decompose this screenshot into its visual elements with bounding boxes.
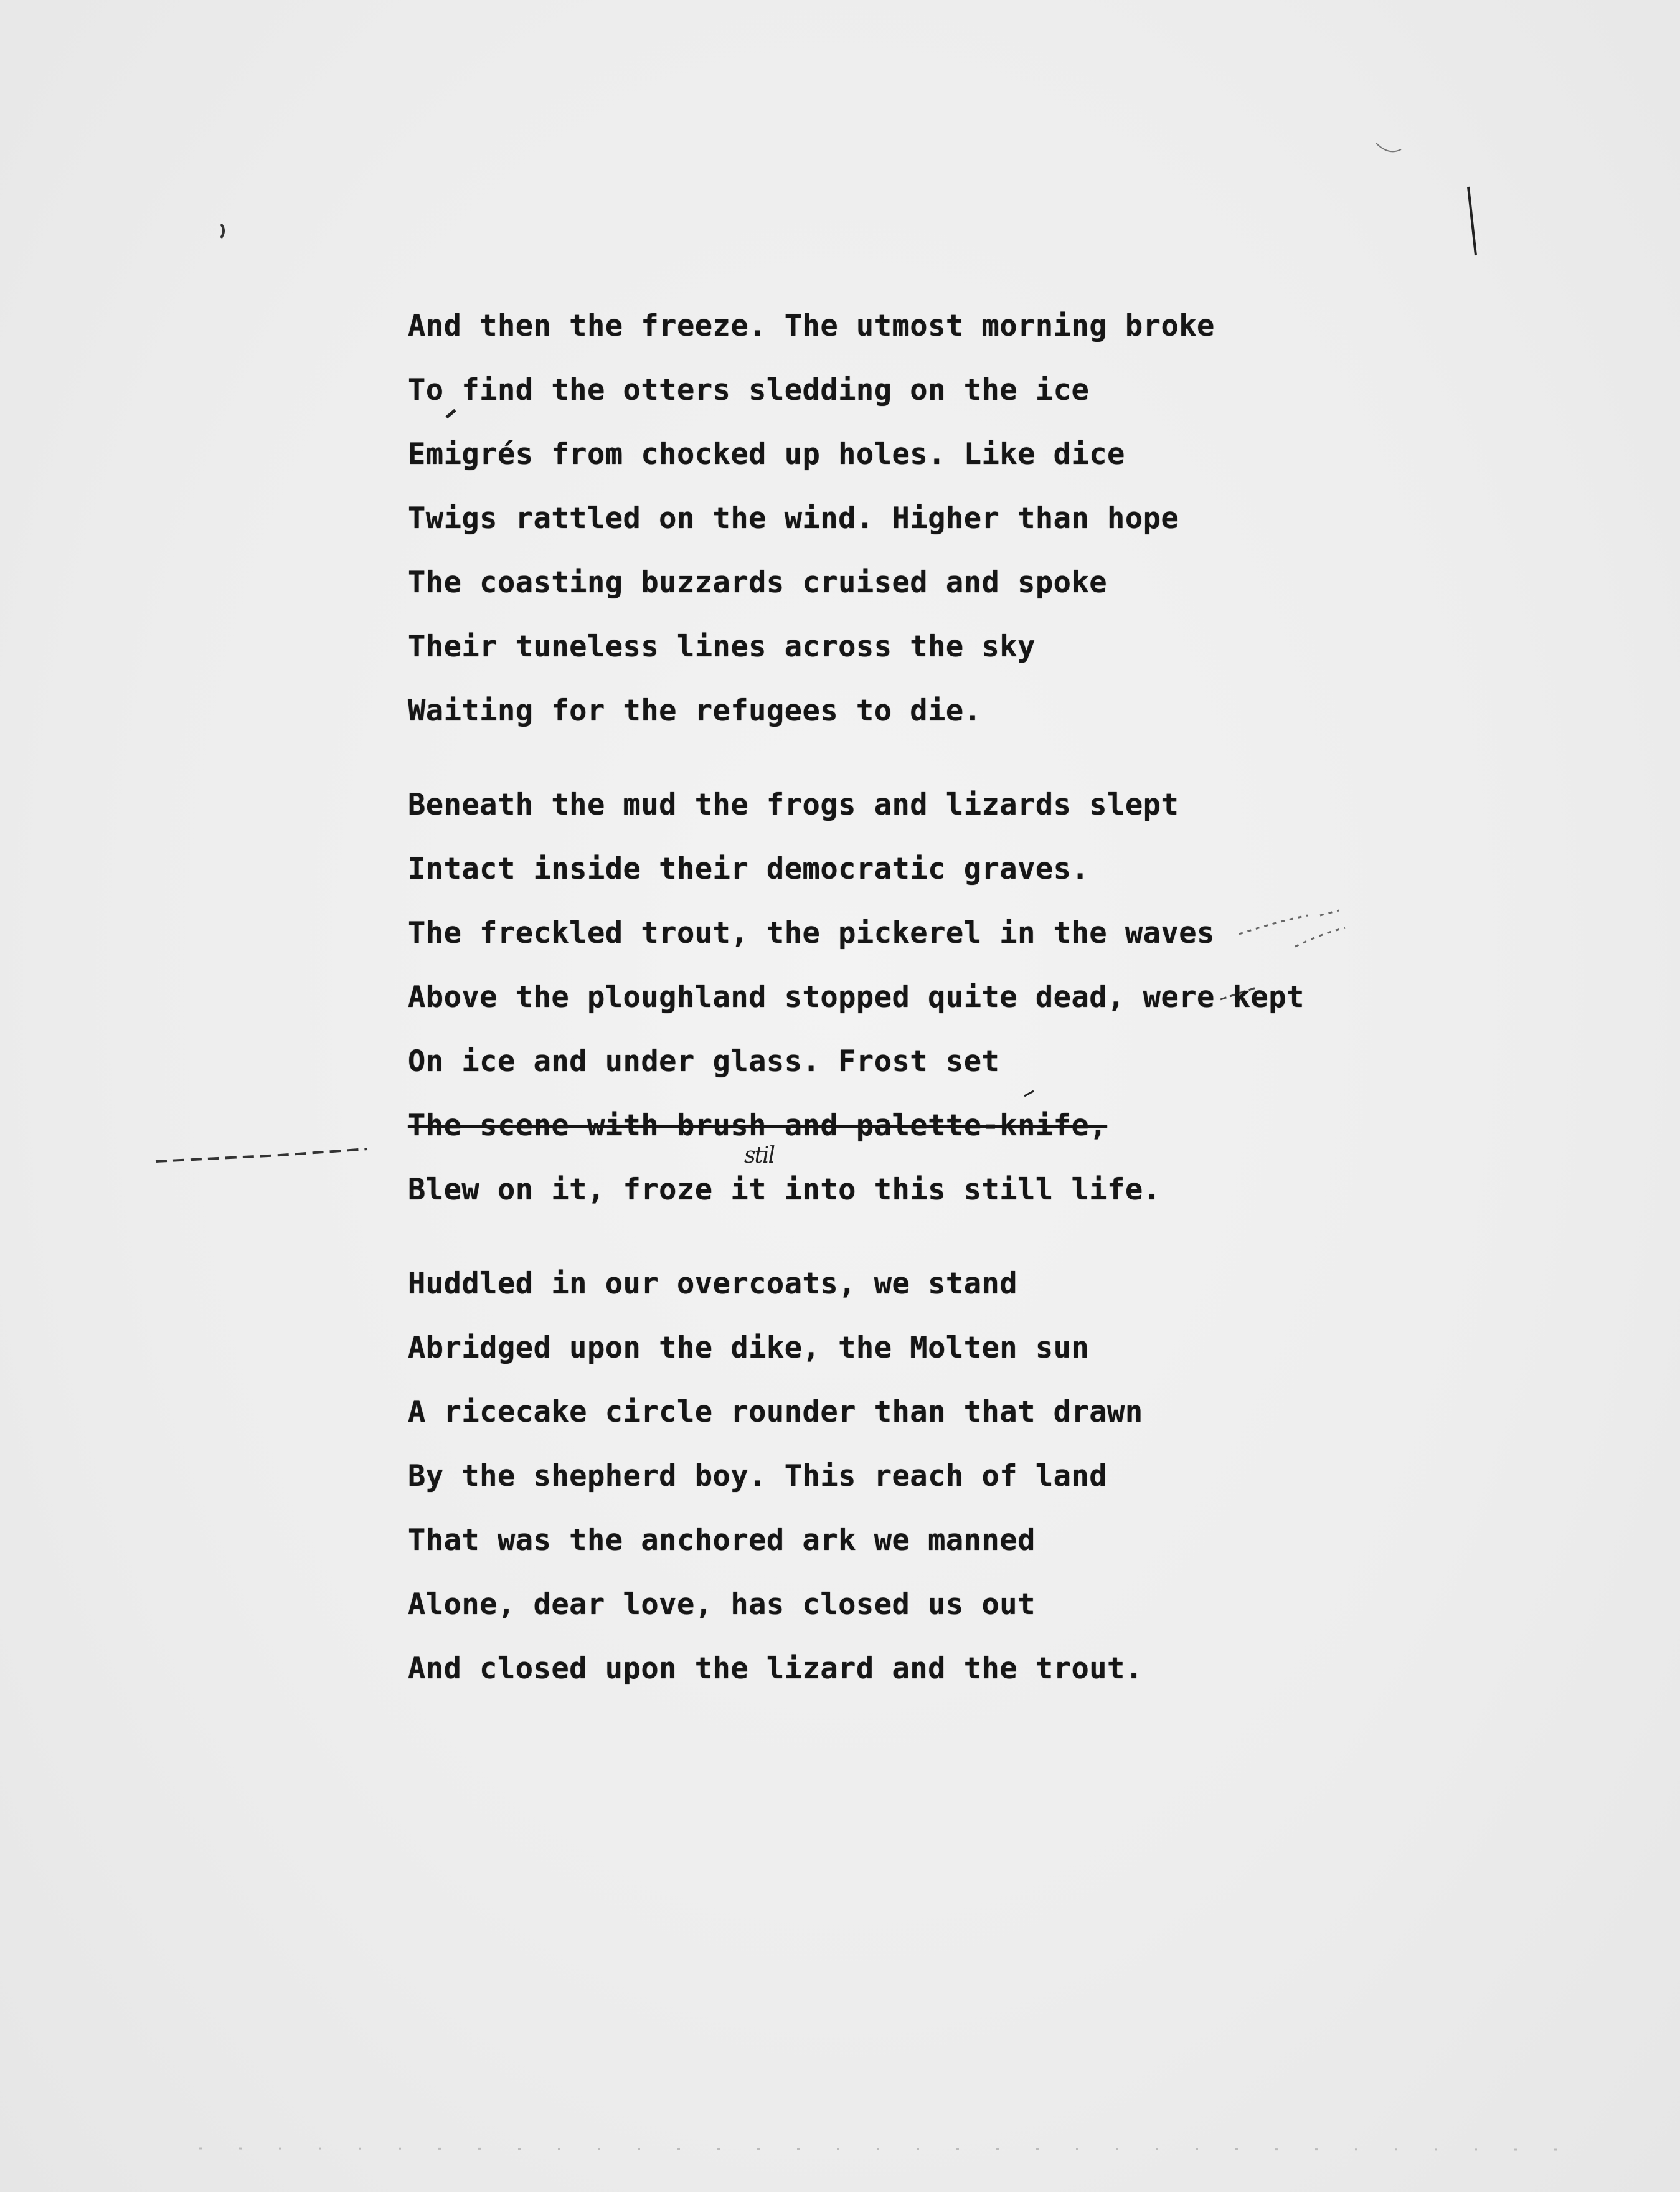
stanza-1 — [408, 294, 1466, 743]
poem-line: Huddled in our overcoats, we stand — [408, 1267, 1018, 1301]
poem-line: Their tuneless lines across the sky — [408, 630, 1036, 664]
stanza-3 — [408, 1252, 1466, 1701]
stanza-2 — [408, 773, 1466, 1222]
poem-line: Emigrés from chocked up holes. Like dice — [408, 437, 1125, 471]
poem-line: That was the anchored ark we manned — [408, 1523, 1036, 1557]
poem-line: Beneath the mud the frogs and lizards slept — [408, 788, 1179, 822]
poem-line: On ice and under glass. Frost set — [408, 1044, 1000, 1079]
poem-line: Twigs rattled on the wind. Higher than hope — [408, 501, 1179, 536]
poem-line: And then the freeze. The utmost morning broke — [408, 309, 1215, 343]
poem-line: A ricecake circle rounder than that drawn — [408, 1395, 1143, 1429]
poem-body — [408, 294, 1466, 1731]
poem-line: And closed upon the lizard and the trout. — [408, 1651, 1143, 1686]
poem-line: Intact inside their democratic graves. — [408, 852, 1090, 886]
poem-line: Above the ploughland stopped quite dead, were kept — [408, 980, 1305, 1014]
handwritten-insertion: stil — [744, 1143, 774, 1168]
poem-line: By the shepherd boy. This reach of land — [408, 1459, 1108, 1493]
poem-line: Blew on it, froze it into this still life. — [408, 1173, 1161, 1207]
poem-line-struck-through: The scene with brush and palette-knife, — [408, 1108, 1108, 1143]
poem-line: Alone, dear love, has closed us out — [408, 1587, 1036, 1622]
poem-line: The coasting buzzards cruised and spoke — [408, 565, 1108, 600]
poem-line: Abridged upon the dike, the Molten sun — [408, 1331, 1090, 1365]
poem-line: To find the otters sledding on the ice — [408, 373, 1090, 407]
poem-line: Waiting for the refugees to die. — [408, 694, 982, 728]
poem-line: The freckled trout, the pickerel in the waves — [408, 916, 1215, 950]
